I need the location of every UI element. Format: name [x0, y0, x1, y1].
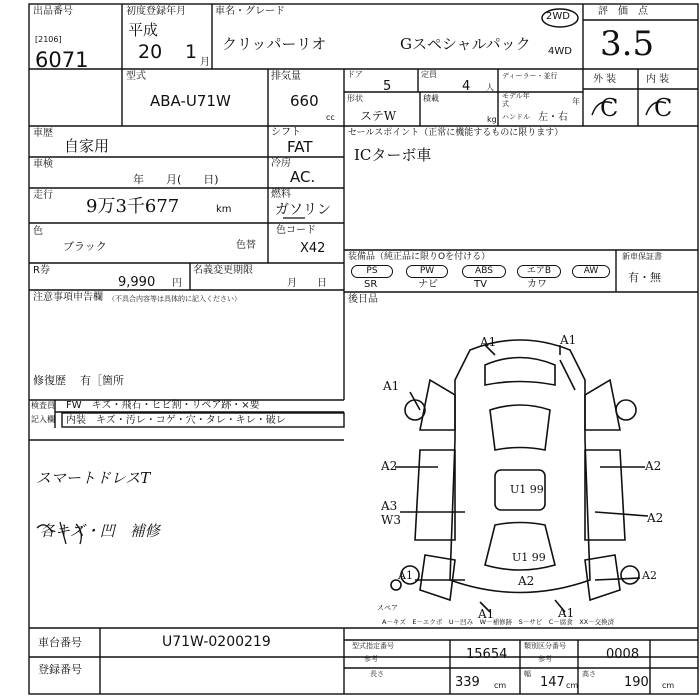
shift-label: シフト: [271, 127, 301, 138]
color-value: ブラック: [63, 240, 107, 253]
equipment-navi: ナビ: [418, 279, 438, 290]
notes-label: 注意事項申告欄: [33, 292, 103, 303]
equipment-aw: AW: [572, 265, 610, 278]
reg-year: 20: [138, 41, 163, 63]
model-year-label: モデル年式: [502, 92, 530, 108]
car-diagram: [391, 340, 648, 612]
chassis-label: 車台番号: [38, 636, 82, 649]
expiry-label: 名義変更期限: [193, 265, 253, 276]
height-unit: cm: [662, 681, 675, 690]
kg-unit: kg: [487, 115, 497, 124]
color-code-label: 色コード: [276, 225, 316, 236]
equipment-label: 装備品（純正品に限りOを付ける）: [348, 252, 491, 262]
load-label: 積載: [423, 94, 439, 103]
warranty-value: 有・無: [628, 271, 661, 284]
sales-point-value: ICターボ車: [354, 146, 432, 164]
month-unit: 月: [200, 57, 210, 68]
model-designation-value: 15654: [466, 647, 508, 662]
diagram-legend: A－キズ E－エクボ U－凹み W－補修跡 S－サビ C－腐食 XX－交換済: [382, 618, 615, 626]
inspector-label-2: 記入欄: [31, 415, 55, 424]
fuel-label: 燃料: [271, 189, 291, 200]
model-designation-ref: 参考: [364, 655, 378, 663]
capacity-value: 4: [462, 79, 471, 94]
door-label: ドア: [347, 70, 363, 79]
length-label: 長さ: [370, 670, 384, 678]
lot-number: 6071: [35, 48, 89, 72]
inspector-label-1: 検査員: [31, 401, 55, 410]
km-unit: km: [216, 204, 232, 215]
model-grade-label: 車名・グレード: [215, 6, 285, 17]
handwritten-line-1: スマートドレスT: [36, 469, 151, 487]
ac-value: AC.: [290, 168, 316, 186]
width-value: 147: [540, 675, 565, 690]
spare-label: スペア: [377, 604, 398, 612]
color-num-label: 色替: [236, 240, 256, 251]
notes-sub: （不具合内容等は具体的に記入ください）: [108, 295, 241, 303]
mark-a1-left-front: A1: [383, 379, 400, 393]
fuel-value: ガソリン: [275, 202, 331, 218]
mark-a1-rear-left: A1: [478, 607, 495, 621]
lot-label: 出品番号: [33, 6, 73, 17]
mark-a2-right-rear-corner: A2: [642, 569, 657, 582]
drive-4wd: 4WD: [548, 46, 572, 57]
recycle-value: 9,990: [118, 275, 156, 290]
height-value: 190: [624, 675, 649, 690]
handle-value: 左・右: [538, 112, 568, 123]
warranty-label: 新車保証書: [622, 252, 662, 261]
color-label: 色: [33, 226, 43, 237]
model-designation-label: 型式指定番号: [352, 642, 394, 650]
expiry-value: 月 日: [287, 278, 327, 289]
height-label: 高さ: [582, 670, 596, 678]
mark-a2-left: A2: [381, 459, 398, 473]
door-value: 5: [383, 79, 392, 94]
inspector-row-1: FW キズ・飛石・ヒビ割・リペア跡・×要: [66, 400, 260, 411]
displacement-value: 660: [290, 92, 319, 110]
displacement-label: 排気量: [271, 71, 301, 82]
repair-value: 有［箇所: [80, 374, 124, 387]
chassis-value: U71W-0200219: [162, 634, 271, 650]
history-label: 車歴: [33, 128, 53, 139]
equipment-abs: ABS: [462, 265, 506, 278]
model-name: クリッパーリオ: [222, 35, 327, 53]
repair-label: 修復歴: [33, 374, 66, 387]
equipment-sr: SR: [364, 279, 378, 290]
type-value: ABA-U71W: [150, 92, 231, 110]
equipment-pw: PW: [406, 265, 448, 278]
eval-score: 3.5: [600, 24, 655, 64]
year-unit: 年: [572, 97, 580, 106]
mark-u1-roof: U1 99: [510, 483, 544, 496]
history-value: 自家用: [64, 137, 110, 155]
drive-2wd: 2WD: [546, 11, 570, 22]
mark-u1-rear: U1 99: [512, 551, 546, 564]
dealer-label: ディーラー・並行: [502, 72, 558, 80]
mark-a1-front-right: A1: [560, 333, 577, 347]
equipment-leather: カワ: [527, 279, 547, 290]
sales-point-label: セールスポイント（正常に機能するものに限ります）: [348, 128, 564, 138]
exterior-grade: C: [600, 94, 619, 122]
interior-grade: C: [654, 94, 673, 122]
shape-label: 形状: [347, 94, 363, 103]
mark-w3-left: W3: [381, 513, 401, 527]
shift-value: FAT: [287, 138, 313, 156]
inspection-value: 年 月( 日): [133, 173, 219, 186]
equipment-tv: TV: [474, 279, 487, 290]
length-unit: cm: [494, 681, 507, 690]
mark-a1-rear-right: A1: [558, 606, 575, 620]
mark-a3-left: A3: [381, 499, 398, 513]
class-value: 0008: [606, 647, 640, 662]
length-value: 339: [455, 675, 480, 690]
mileage-label: 走行: [33, 190, 53, 201]
first-reg-label: 初度登録年月: [126, 6, 186, 17]
ac-label: 冷房: [271, 158, 291, 169]
type-label: 型式: [126, 71, 146, 82]
grade: Gスペシャルパック: [400, 35, 531, 53]
era: 平成: [128, 21, 159, 39]
handwritten-line-2: 各キズ・凹 補修: [40, 522, 160, 540]
inspection-label: 車検: [33, 159, 53, 170]
registration-label: 登録番号: [38, 663, 82, 676]
exterior-label: 外 装: [593, 74, 617, 85]
rear-label: 後日品: [348, 294, 378, 305]
color-code-value: X42: [300, 241, 326, 256]
width-unit: cm: [566, 681, 579, 690]
reg-month: 1: [185, 41, 198, 63]
mark-a1-left-rear: A1: [398, 569, 413, 582]
capacity-label: 定員: [421, 70, 437, 79]
mark-a2-rear: A2: [518, 574, 535, 588]
lot-sub: [2106]: [35, 35, 62, 44]
cc-unit: cc: [326, 113, 335, 122]
recycle-label: R券: [33, 265, 50, 276]
interior-label: 内 装: [646, 74, 670, 85]
person-unit: 人: [486, 83, 494, 92]
inspector-row-2: 内装 キズ・汚レ・コゲ・穴・タレ・キレ・破レ: [66, 415, 286, 426]
width-label: 幅: [524, 670, 531, 678]
class-label: 類別区分番号: [524, 642, 566, 650]
mark-a2-right: A2: [645, 459, 662, 473]
eval-label: 評 価 点: [598, 6, 648, 17]
yen-unit: 円: [172, 278, 182, 289]
class-ref: 参考: [538, 655, 552, 663]
mark-a2-right-rear: A2: [647, 511, 664, 525]
shape-value: ステW: [360, 109, 397, 123]
mileage-value: 9万3千677: [86, 196, 180, 217]
equipment-airbag: エアB: [517, 265, 561, 278]
mark-a1-front-left: A1: [480, 335, 497, 349]
handle-label: ハンドル: [502, 113, 530, 121]
equipment-ps: PS: [351, 265, 393, 278]
